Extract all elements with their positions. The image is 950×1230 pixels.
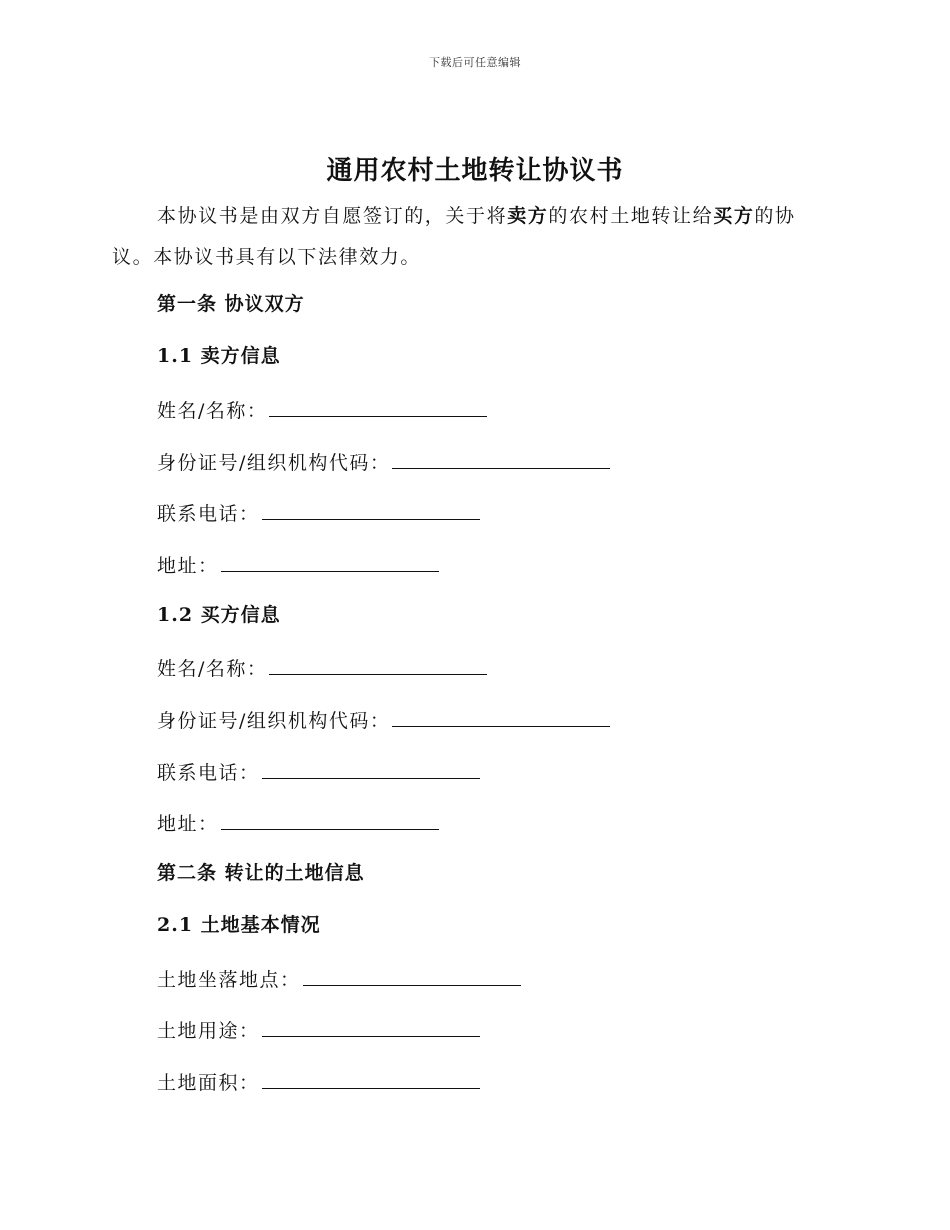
seller-phone-label: 联系电话： [157, 503, 260, 525]
seller-id-label: 身份证号/组织机构代码： [157, 452, 391, 474]
article2-heading: 第二条 转让的土地信息 [157, 862, 365, 884]
buyer-id-field[interactable] [392, 704, 610, 727]
intro-seller-term: 卖方 [507, 205, 549, 227]
seller-info-heading: 1.1 卖方信息 [157, 345, 281, 367]
buyer-name-row [157, 652, 487, 680]
land-area-label: 土地面积： [157, 1072, 260, 1094]
seller-address-label: 地址： [157, 555, 219, 577]
buyer-id-row [157, 704, 610, 732]
buyer-phone-field[interactable] [262, 756, 480, 779]
land-info-heading: 2.1 土地基本情况 [157, 914, 321, 936]
buyer-name-field[interactable] [269, 652, 487, 675]
seller-id-field[interactable] [392, 446, 610, 469]
intro-buyer-term: 买方 [713, 205, 755, 227]
seller-name-field[interactable] [269, 394, 487, 417]
intro-paragraph [112, 196, 832, 278]
buyer-address-label: 地址： [157, 813, 219, 835]
buyer-phone-label: 联系电话： [157, 762, 260, 784]
seller-id-row [157, 446, 610, 474]
buyer-address-row [157, 807, 439, 835]
buyer-address-field[interactable] [221, 807, 439, 830]
article1-heading: 第一条 协议双方 [157, 293, 305, 315]
land-usage-row [157, 1014, 480, 1042]
land-usage-label: 土地用途： [157, 1020, 260, 1042]
header-note: 下载后可任意编辑 [429, 56, 521, 69]
seller-address-field[interactable] [221, 549, 439, 572]
buyer-name-label: 姓名/名称： [157, 658, 268, 680]
buyer-id-label: 身份证号/组织机构代码： [157, 710, 391, 732]
intro-text-2: 的农村土地转让给 [548, 205, 714, 227]
land-area-field[interactable] [262, 1066, 480, 1089]
land-location-label: 土地坐落地点： [157, 969, 301, 991]
seller-name-label: 姓名/名称： [157, 400, 268, 422]
land-location-field[interactable] [303, 963, 521, 986]
land-location-row [157, 963, 521, 991]
buyer-phone-row [157, 756, 480, 784]
land-area-row [157, 1066, 480, 1094]
intro-text-3: 的协议。本协议书具有以下法律效力。 [112, 205, 796, 268]
land-usage-field[interactable] [262, 1014, 480, 1037]
seller-phone-row [157, 497, 480, 525]
seller-address-row [157, 549, 439, 577]
buyer-info-heading: 1.2 买方信息 [157, 604, 281, 626]
seller-phone-field[interactable] [262, 497, 480, 520]
intro-text-1: 本协议书是由双方自愿签订的，关于将 [157, 205, 508, 227]
document-title: 通用农村土地转让协议书 [326, 156, 624, 186]
seller-name-row [157, 394, 487, 422]
